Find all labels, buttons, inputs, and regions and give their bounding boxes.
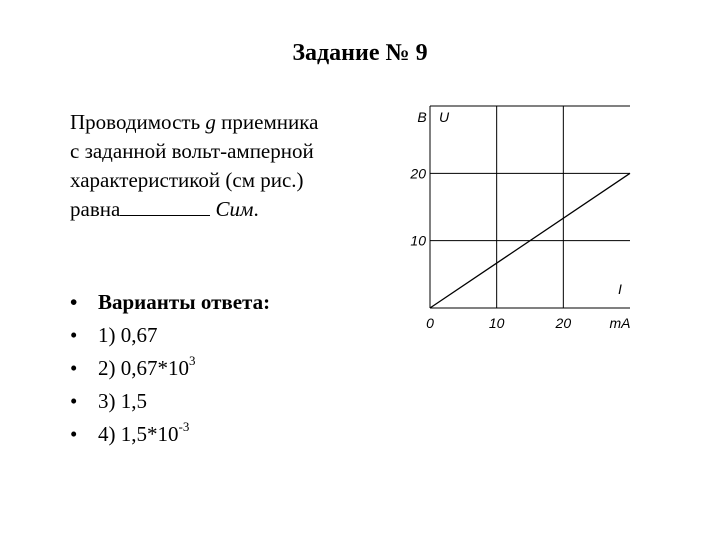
answer-text: 3) 1,5 <box>98 389 147 413</box>
bullet-icon: • <box>70 422 78 446</box>
x-tick-label: 0 <box>426 315 434 331</box>
bullet-icon: • <box>70 290 78 314</box>
answer-option-4 <box>70 418 270 451</box>
bullet-icon: • <box>70 323 78 347</box>
y-unit-label: B <box>417 109 427 125</box>
x-tick-label: 20 <box>555 315 572 331</box>
conductance-symbol: g <box>205 110 216 134</box>
y-tick-label: 20 <box>410 165 426 182</box>
answers-header <box>70 286 270 319</box>
answer-option-3 <box>70 385 270 418</box>
answer-option-1 <box>70 319 270 352</box>
answer-text: 1) 0,67 <box>98 323 158 347</box>
bullet-icon: • <box>70 356 78 380</box>
slide-title: Задание № 9 <box>292 40 428 66</box>
y-tick-label: 10 <box>410 232 426 249</box>
chart-grid <box>430 106 630 308</box>
question-rest: приемника с заданной вольт-амперной характеристикой (см рис.) равна <box>70 110 319 221</box>
answer-option-2 <box>70 352 270 385</box>
chart-labels <box>409 109 630 331</box>
x-axis-label: I <box>618 281 622 297</box>
bullet-icon: • <box>70 389 78 413</box>
answer-text: 2) 0,67*10 <box>98 356 189 380</box>
answers-header-label: Варианты ответа: <box>98 290 271 314</box>
question-text <box>70 108 320 224</box>
volt-ampere-chart <box>408 96 648 336</box>
question-period: . <box>253 197 259 221</box>
question-line: Проводимость <box>70 110 206 134</box>
x-unit-label: mA <box>609 315 631 331</box>
answer-exponent: 3 <box>189 353 196 368</box>
answer-blank <box>120 197 210 216</box>
y-axis-label: U <box>438 109 450 125</box>
answer-text: 4) 1,5*10 <box>98 422 179 446</box>
x-tick-label: 10 <box>488 315 505 331</box>
answer-list <box>70 286 270 451</box>
unit-label: Сим <box>215 197 254 221</box>
answer-exponent: -3 <box>178 419 190 434</box>
